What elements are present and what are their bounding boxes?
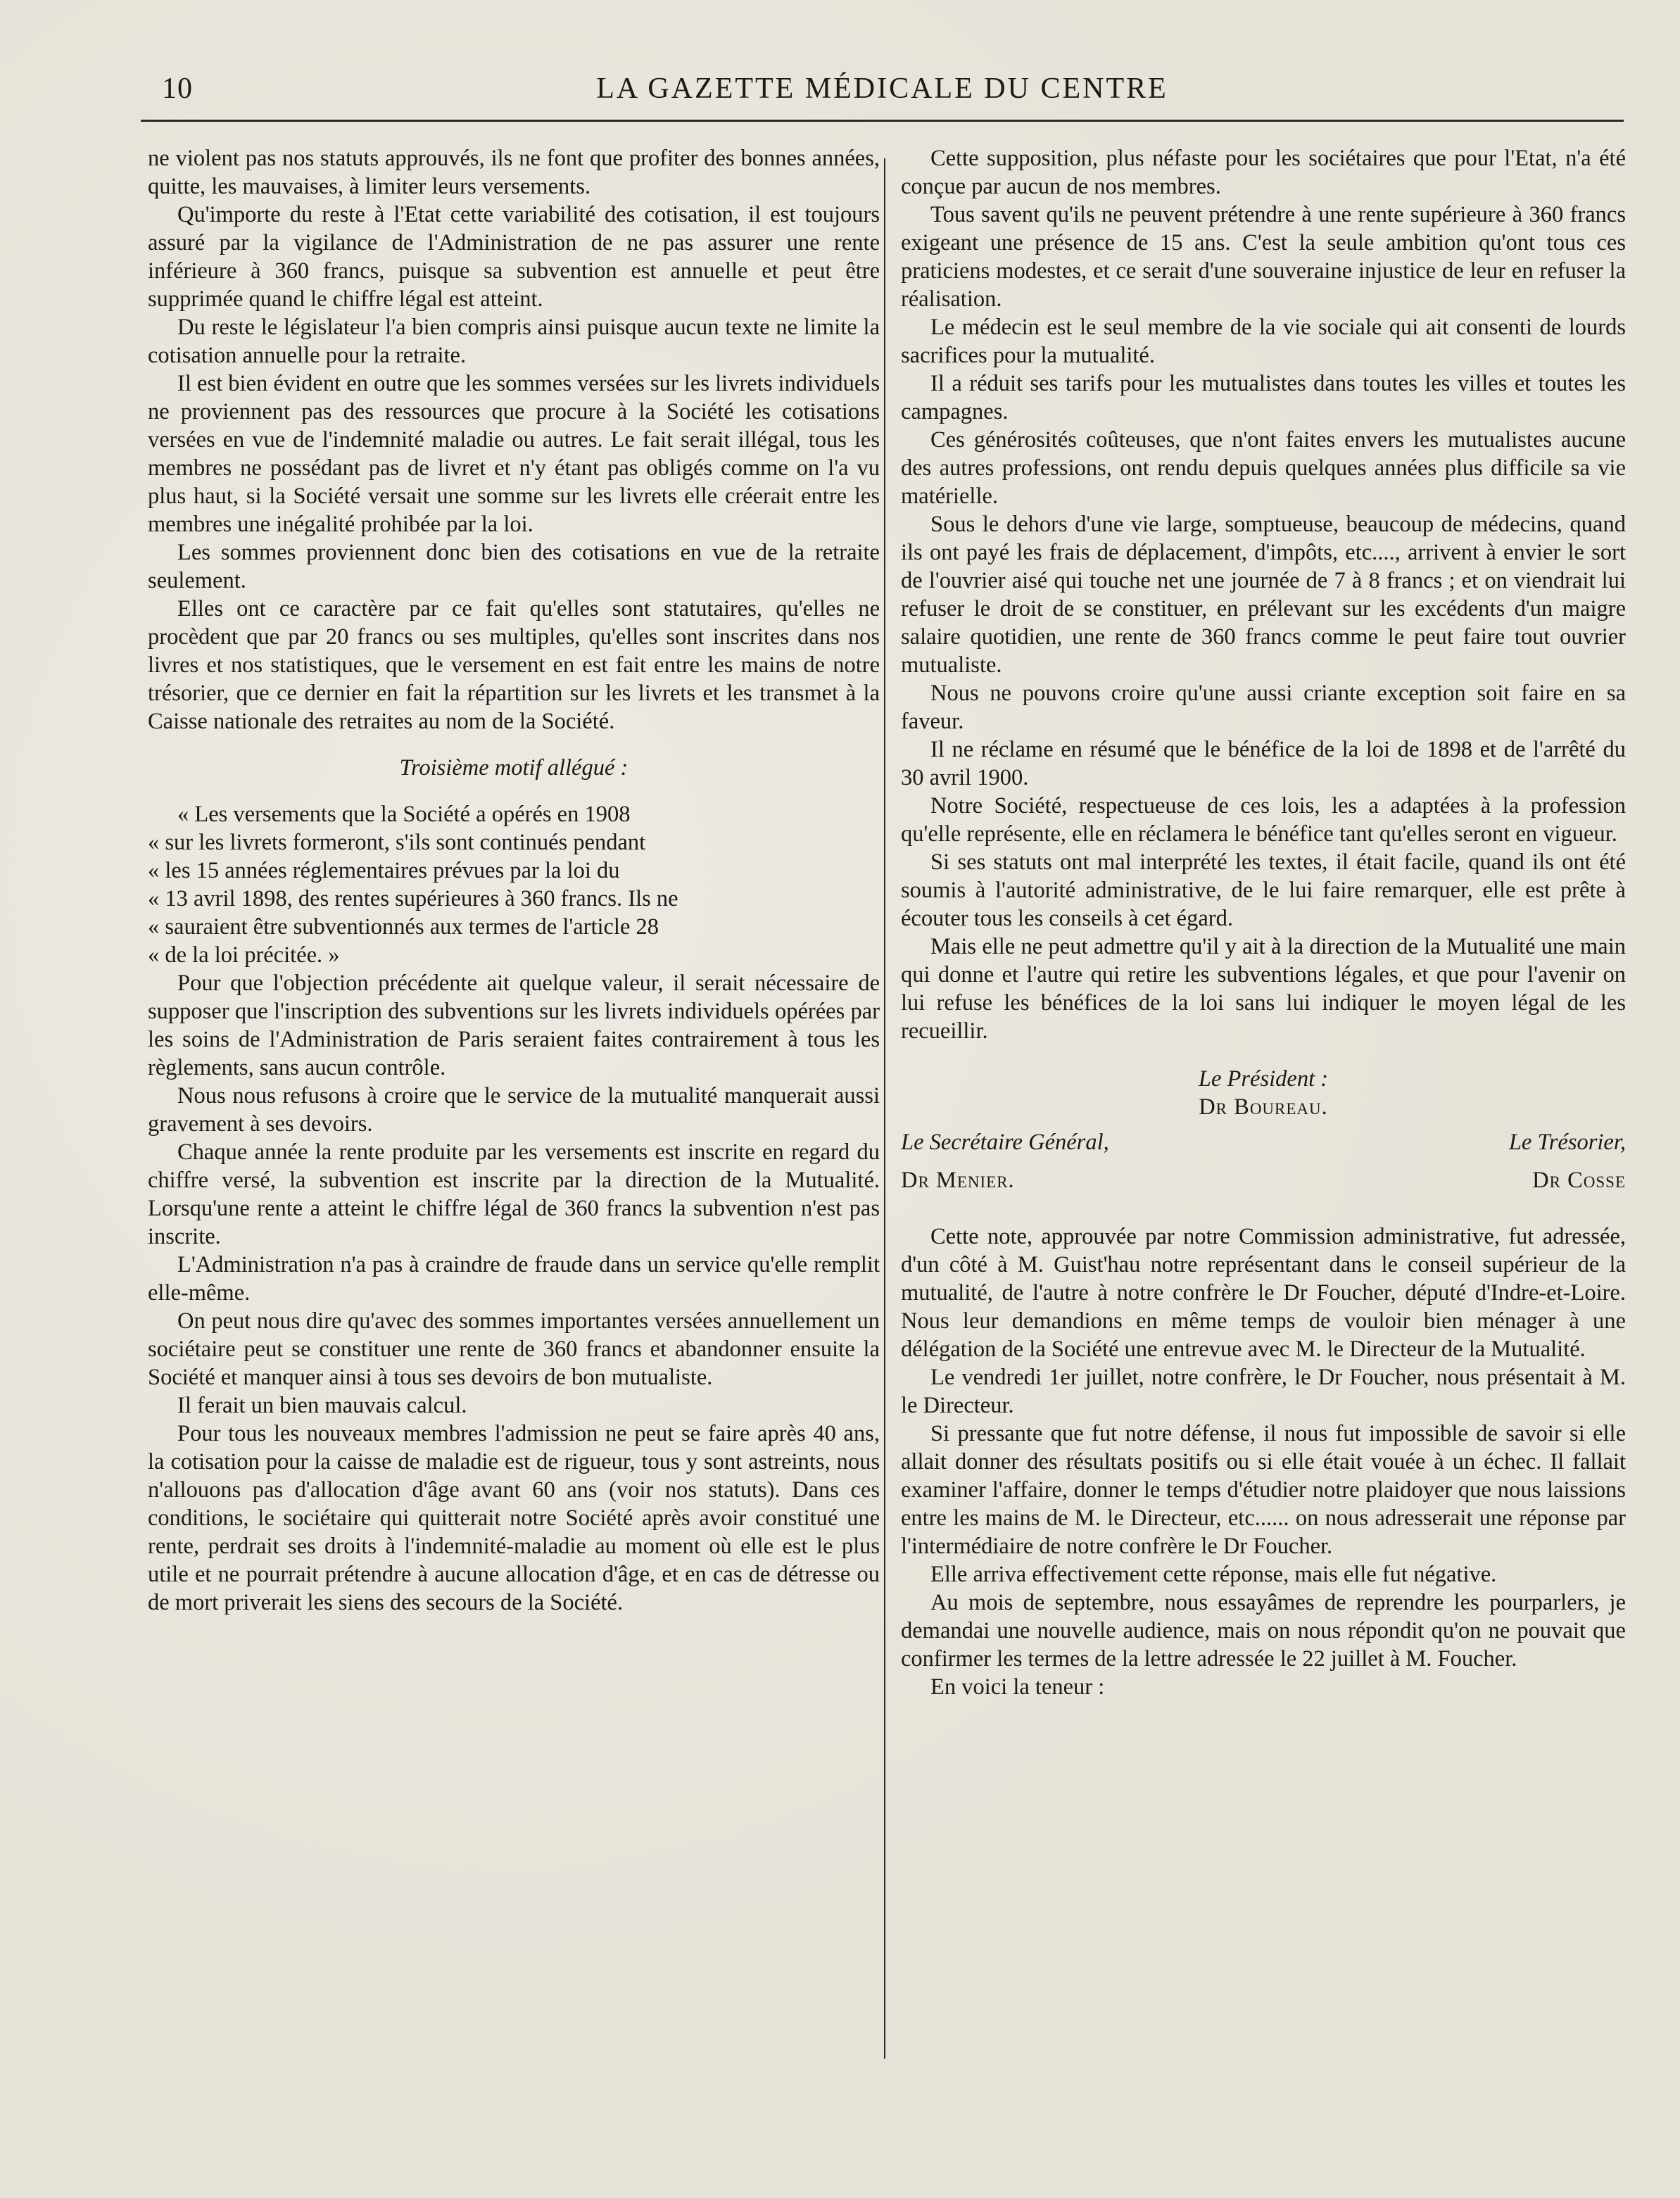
section-subheading: Troisième motif allégué : [399, 755, 629, 781]
treasurer-name: Dr Cosse [1532, 1168, 1626, 1193]
paragraph: L'Administration n'a pas à craindre de fraude dans un service qu'elle remplit elle-même. [148, 1252, 880, 1306]
paragraph: Le vendredi 1er juillet, notre confrère, le Dr Foucher, nous présentait à M. le Directeur. [901, 1365, 1626, 1418]
paragraph: Il ferait un bien mauvais calcul. [177, 1393, 467, 1418]
paragraph: Elle arriva effectivement cette réponse, mais elle fut négative. [930, 1562, 1497, 1587]
secretary-role: Le Secrétaire Général, [901, 1130, 1109, 1155]
president-signature [901, 1065, 1626, 1121]
treasurer-signature [1278, 1128, 1626, 1194]
right-column [901, 144, 1626, 1701]
quoted-objection [148, 800, 880, 969]
paragraph: Chaque année la rente produite par les versements est inscrite en regard du chiffre versé, la subvention est inscrite par la direction de la Mutualité. Lorsqu'une rente a atteint le chiffre légal de 360 francs la subvention n'est pas inscrite. [148, 1139, 880, 1249]
quote-line: « les 15 années réglementaires prévues par la loi du [148, 858, 620, 883]
paragraph: Les sommes proviennent donc bien des cotisations en vue de la retraite seulement. [148, 540, 880, 593]
paragraph: ne violent pas nos statuts approuvés, ils ne font que profiter des bonnes années, quitte, les mauvaises, à limiter leurs versements. [148, 146, 880, 199]
secretary-signature [901, 1128, 1249, 1194]
left-column [148, 144, 880, 1617]
paragraph: Nous nous refusons à croire que le service de la mutualité manquerait aussi gravement à ses devoirs. [148, 1083, 880, 1137]
paragraph: Tous savent qu'ils ne peuvent prétendre à une rente supérieure à 360 francs exigeant une présence de 15 ans. C'est la seule ambition qu'ont tous ces praticiens modestes, et ce serait d'une souveraine injustice de leur en refuser la réalisation. [901, 202, 1626, 312]
paragraph: Du reste le législateur l'a bien compris ainsi puisque aucun texte ne limite la cotisation annuelle pour la retraite. [148, 315, 880, 368]
paragraph: Sous le dehors d'une vie large, somptueuse, beaucoup de médecins, quand ils ont payé les frais de déplacement, d'impôts, etc...., arrivent à envier le sort de l'ouvrier aisé qui touche net une journée de 7 à 8 francs ; et on viendrait lui refuser le droit de se constituer, en prélevant sur les excédents d'un maigre salaire quotidien, une rente de 360 francs comme le peut faire tout ouvrier mutualiste. [901, 512, 1626, 678]
paragraph: Qu'importe du reste à l'Etat cette variabilité des cotisation, il est toujours assuré par la vigilance de l'Administration de ne pas assurer une rente inférieure à 360 francs, puisque sa subvention est annuelle et peut être supprimée quand le chiffre légal est atteint. [148, 202, 880, 312]
paragraph: Notre Société, respectueuse de ces lois, les a adaptées à la profession qu'elle représente, elle en réclamera le bénéfice tant qu'elles seront en vigueur. [901, 793, 1626, 847]
paragraph: Pour tous les nouveaux membres l'admission ne peut se faire après 40 ans, la cotisation pour la caisse de maladie est de rigueur, tous y sont astreints, nous n'allouons pas d'allocation d'âge avant 60 ans (voir nos statuts). Dans ces conditions, le sociétaire qui quitterait notre Société après avoir constitué une rente, perdrait ses droits à l'indemnité-maladie au moment où elle est le plus utile et ne pourrait prétendre à aucune allocation d'âge, et en cas de détresse ou de mort priverait les siens des secours de la Société. [148, 1421, 880, 1615]
paragraph: Il ne réclame en résumé que le bénéfice de la loi de 1898 et de l'arrêté du 30 avril 1900. [901, 737, 1626, 790]
paragraph: Ces générosités coûteuses, que n'ont faites envers les mutualistes aucune des autres professions, ont rendu depuis quelques années plus difficile sa vie matérielle. [901, 427, 1626, 509]
paragraph: Elles ont ce caractère par ce fait qu'elles sont statutaires, qu'elles ne procèdent que par 20 francs ou ses multiples, qu'elles sont inscrites dans nos livres et nos statistiques, que le versement en est fait entre les mains de notre trésorier, que ce dernier en fait la répartition sur les livrets et les transmet à la Caisse nationale des retraites au nom de la Société. [148, 596, 880, 734]
president-name: Dr Boureau. [1199, 1094, 1328, 1120]
quote-line: « de la loi précitée. » [148, 942, 340, 968]
quote-line: « sur les livrets formeront, s'ils sont continués pendant [148, 830, 646, 855]
quote-line: « 13 avril 1898, des rentes supérieures à 360 francs. Ils ne [148, 886, 678, 911]
paragraph: Le médecin est le seul membre de la vie sociale qui ait consenti de lourds sacrifices pour la mutualité. [901, 315, 1626, 368]
paragraph: Cette supposition, plus néfaste pour les sociétaires que pour l'Etat, n'a été conçue par aucun de nos membres. [901, 146, 1626, 199]
paragraph: Nous ne pouvons croire qu'une aussi criante exception soit faire en sa faveur. [901, 681, 1626, 734]
quote-line: « Les versements que la Société a opérés en 1908 [177, 802, 631, 827]
paragraph: En voici la teneur : [930, 1674, 1105, 1700]
paragraph: Mais elle ne peut admettre qu'il y ait à la direction de la Mutualité une main qui donne et l'autre qui retire les subventions légales, et que pour l'avenir on lui refuse les bénéfices de la loi sans lui indiquer le moyen légal de les recueillir. [901, 934, 1626, 1044]
paragraph: Pour que l'objection précédente ait quelque valeur, il serait nécessaire de supposer que l'inscription des subventions sur les livrets individuels opérées par les soins de l'Administration de Paris seraient faites contrairement à tous les règlements, sans aucun contrôle. [148, 971, 880, 1080]
paragraph: Au mois de septembre, nous essayâmes de reprendre les pourparlers, je demandai une nouvelle audience, mais on nous répondit qu'on ne pouvait que confirmer les termes de la lettre adressée le 22 juillet à M. Foucher. [901, 1590, 1626, 1672]
paragraph: Si pressante que fut notre défense, il nous fut impossible de savoir si elle allait donner des résultats positifs ou si elle était vouée à un échec. Il fallait examiner l'affaire, donner le temps d'étudier notre plaidoyer que nous laissions entre les mains de M. le Directeur, etc...... on nous adresserait une réponse par l'intermédiaire de notre confrère le Dr Foucher. [901, 1421, 1626, 1559]
paragraph: Cette note, approuvée par notre Commission administrative, fut adressée, d'un côté à M. Guist'hau notre représentant dans le conseil supérieur de la mutualité, de l'autre à notre confrère le Dr Foucher, député d'Indre-et-Loire. Nous leur demandions en même temps de vouloir bien ménager à une délégation de la Société une entrevue avec M. le Directeur de la Mutualité. [901, 1224, 1626, 1362]
spacer [901, 1194, 1626, 1223]
running-title: LA GAZETTE MÉDICALE DU CENTRE [596, 72, 1168, 105]
secretary-name: Dr Menier. [901, 1168, 1015, 1193]
treasurer-role: Le Trésorier, [1508, 1130, 1626, 1155]
paragraph: On peut nous dire qu'avec des sommes importantes versées annuellement un sociétaire peut se constituer une rente de 360 francs et abandonner ensuite la Société et manquer ainsi à tous ses devoirs de bon mutualiste. [148, 1308, 880, 1390]
page-number: 10 [162, 72, 193, 105]
quote-line: « sauraient être subventionnés aux termes de l'article 28 [148, 914, 659, 940]
paragraph: Il a réduit ses tarifs pour les mutualistes dans toutes les villes et toutes les campagnes. [901, 371, 1626, 424]
paragraph: Si ses statuts ont mal interprété les textes, il était facile, quand ils ont été soumis à l'autorité administrative, de le lui faire remarquer, elle est prête à écouter tous les conseils à cet égard. [901, 849, 1626, 931]
column-rule [884, 158, 885, 2059]
page-header [141, 70, 1624, 122]
paragraph: Il est bien évident en outre que les sommes versées sur les livrets individuels ne proviennent pas des ressources que procure à la Société les cotisations versées en vue de l'indemnité maladie ou autres. Le fait serait illégal, tous les membres ne possédant pas de livret et n'y étant pas obligés comme on l'a vu plus haut, si la Société versait une somme sur les livrets elle créerait entre les membres une inégalité prohibée par la loi. [148, 371, 880, 537]
officer-signatures [901, 1128, 1626, 1194]
president-role: Le Président : [1198, 1066, 1329, 1092]
